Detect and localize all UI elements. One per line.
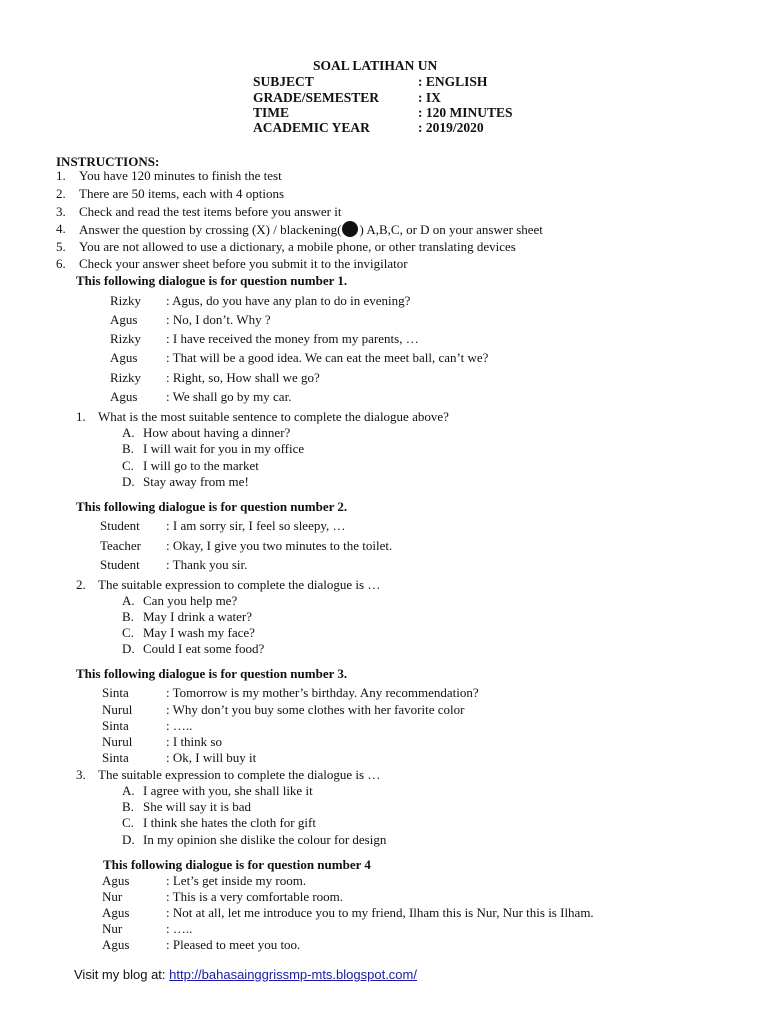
option-text: In my opinion she dislike the colour for design xyxy=(143,832,387,847)
dialogue-line: : Okay, I give you two minutes to the toilet. xyxy=(166,538,393,553)
footer-prefix: Visit my blog at: xyxy=(74,967,170,982)
dialogue-line: : We shall go by my car. xyxy=(166,389,292,404)
speaker: Sinta xyxy=(102,718,129,733)
option-text: Stay away from me! xyxy=(143,474,249,489)
question-text: The suitable expression to complete the dialogue is … xyxy=(98,577,381,592)
speaker: Student xyxy=(100,518,140,533)
dialogue-intro-2: This following dialogue is for question number 2. xyxy=(76,499,348,514)
speaker: Agus xyxy=(102,937,130,952)
instruction-text: You have 120 minutes to finish the test xyxy=(79,168,282,183)
instruction-text-before: Answer the question by crossing (X) / blackening( xyxy=(79,222,342,237)
instruction-num: 2. xyxy=(56,186,66,201)
instruction-num: 1. xyxy=(56,168,66,183)
option-text: I agree with you, she shall like it xyxy=(143,783,313,798)
dialogue-line: : Right, so, How shall we go? xyxy=(166,370,320,385)
speaker: Teacher xyxy=(100,538,141,553)
instruction-text: There are 50 items, each with 4 options xyxy=(79,186,285,201)
header-label-grade: GRADE/SEMESTER xyxy=(253,90,380,105)
dialogue-line: : ….. xyxy=(166,921,193,936)
option-text: She will say it is bad xyxy=(143,799,251,814)
dialogue-line: : ….. xyxy=(166,718,193,733)
dialogue-line: : I have received the money from my parents, … xyxy=(166,331,419,346)
option-text: Can you help me? xyxy=(143,593,238,608)
dialogue-line: : Not at all, let me introduce you to my friend, Ilham this is Nur, Nur this is Ilham. xyxy=(166,905,594,920)
option-letter: B. xyxy=(122,609,134,624)
speaker: Agus xyxy=(110,312,138,327)
instruction-text: Check and read the test items before you answer it xyxy=(79,204,342,219)
option-letter: B. xyxy=(122,799,134,814)
header-label-time: TIME xyxy=(253,105,290,120)
dialogue-line: : Let’s get inside my room. xyxy=(166,873,307,888)
speaker: Sinta xyxy=(102,685,129,700)
dialogue-line: : I am sorry sir, I feel so sleepy, … xyxy=(166,518,346,533)
speaker: Rizky xyxy=(110,370,142,385)
header-label-subject: SUBJECT xyxy=(253,74,314,89)
dialogue-line: : Tomorrow is my mother’s birthday. Any recommendation? xyxy=(166,685,479,700)
dialogue-line: : Thank you sir. xyxy=(166,557,248,572)
speaker: Sinta xyxy=(102,750,129,765)
header-value-grade: : IX xyxy=(418,90,441,105)
instruction-num: 6. xyxy=(56,256,66,271)
option-text: I will wait for you in my office xyxy=(143,441,305,456)
option-text: Could I eat some food? xyxy=(143,641,265,656)
option-text: I will go to the market xyxy=(143,458,259,473)
option-letter: A. xyxy=(122,593,135,608)
option-letter: D. xyxy=(122,474,135,489)
dialogue-line: : I think so xyxy=(166,734,222,749)
dialogue-intro-3: This following dialogue is for question number 3. xyxy=(76,666,348,681)
speaker: Nurul xyxy=(102,702,133,717)
speaker: Agus xyxy=(102,905,130,920)
dialogue-line: : No, I don’t. Why ? xyxy=(166,312,271,327)
header-value-time: : 120 MINUTES xyxy=(418,105,513,120)
option-letter: C. xyxy=(122,458,134,473)
option-letter: D. xyxy=(122,832,135,847)
instruction-text: You are not allowed to use a dictionary, a mobile phone, or other translating devices xyxy=(79,239,516,254)
dialogue-line: : That will be a good idea. We can eat the meet ball, can’t we? xyxy=(166,350,489,365)
footer xyxy=(74,967,417,982)
speaker: Agus xyxy=(110,350,138,365)
dialogue-line: : This is a very comfortable room. xyxy=(166,889,344,904)
blog-link[interactable]: http://bahasainggrissmp-mts.blogspot.com/ xyxy=(169,967,417,982)
option-letter: C. xyxy=(122,625,134,640)
speaker: Student xyxy=(100,557,140,572)
question-text: What is the most suitable sentence to complete the dialogue above? xyxy=(98,409,449,424)
speaker: Nurul xyxy=(102,734,133,749)
header-value-subject: : ENGLISH xyxy=(418,74,488,89)
dialogue-line: : Why don’t you buy some clothes with her favorite color xyxy=(166,702,465,717)
option-letter: D. xyxy=(122,641,135,656)
speaker: Agus xyxy=(102,873,130,888)
question-number: 2. xyxy=(76,577,86,592)
dialogue-line: : Ok, I will buy it xyxy=(166,750,257,765)
speaker: Nur xyxy=(102,889,123,904)
instruction-num: 5. xyxy=(56,239,66,254)
instruction-text: Check your answer sheet before you submit it to the invigilator xyxy=(79,256,408,271)
speaker: Rizky xyxy=(110,293,142,308)
option-text: How about having a dinner? xyxy=(143,425,291,440)
document-title: SOAL LATIHAN UN xyxy=(313,58,438,73)
instruction-num: 4. xyxy=(56,221,66,236)
header-label-year: ACADEMIC YEAR xyxy=(253,120,370,135)
option-text: May I drink a water? xyxy=(143,609,253,624)
question-number: 3. xyxy=(76,767,86,782)
instruction-text xyxy=(79,221,543,238)
option-letter: B. xyxy=(122,441,134,456)
question-number: 1. xyxy=(76,409,86,424)
question-text: The suitable expression to complete the dialogue is … xyxy=(98,767,381,782)
instruction-num: 3. xyxy=(56,204,66,219)
instruction-text-after: ) A,B,C, or D on your answer sheet xyxy=(359,222,543,237)
option-text: May I wash my face? xyxy=(143,625,255,640)
speaker: Rizky xyxy=(110,331,142,346)
speaker: Agus xyxy=(110,389,138,404)
dialogue-intro-1: This following dialogue is for question number 1. xyxy=(76,273,348,288)
dialogue-line: : Agus, do you have any plan to do in evening? xyxy=(166,293,411,308)
speaker: Nur xyxy=(102,921,123,936)
option-letter: A. xyxy=(122,783,135,798)
header-value-year: : 2019/2020 xyxy=(418,120,484,135)
option-text: I think she hates the cloth for gift xyxy=(143,815,316,830)
filled-circle-icon xyxy=(342,221,358,237)
instructions-heading: INSTRUCTIONS: xyxy=(56,154,160,169)
dialogue-intro-4: This following dialogue is for question number 4 xyxy=(103,857,371,872)
dialogue-line: : Pleased to meet you too. xyxy=(166,937,301,952)
option-letter: A. xyxy=(122,425,135,440)
option-letter: C. xyxy=(122,815,134,830)
